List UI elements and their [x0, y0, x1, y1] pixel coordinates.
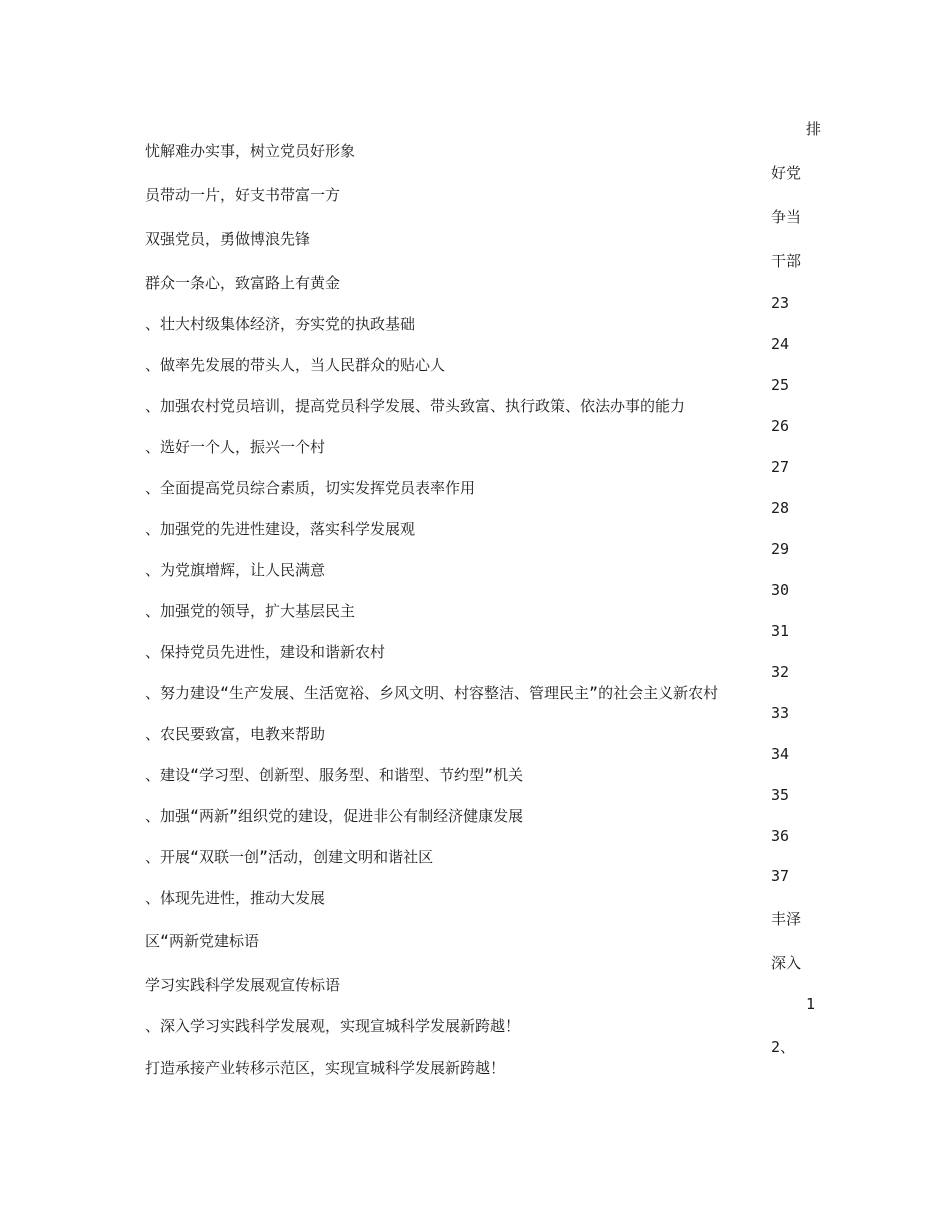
margin-mark: 丰泽: [771, 910, 802, 928]
margin-mark: 30: [771, 581, 790, 599]
text-line: 、加强“两新”组织党的建设，促进非公有制经济健康发展: [145, 807, 524, 825]
text-line: 、全面提高党员综合素质，切实发挥党员表率作用: [145, 479, 476, 497]
text-line: 、加强党的先进性建设，落实科学发展观: [145, 520, 416, 538]
text-line: 、做率先发展的带头人，当人民群众的贴心人: [145, 356, 446, 374]
margin-mark: 32: [771, 663, 790, 681]
margin-mark: 26: [771, 417, 790, 435]
text-line: 、深入学习实践科学发展观，实现宣城科学发展新跨越！: [145, 1017, 521, 1035]
margin-mark: 33: [771, 704, 790, 722]
text-line: 学习实践科学发展观宣传标语: [145, 976, 341, 994]
margin-mark: 29: [771, 540, 790, 558]
margin-mark: 36: [771, 827, 790, 845]
text-line: 员带动一片，好支书带富一方: [145, 186, 341, 204]
margin-mark: 25: [771, 376, 790, 394]
text-line: 、开展“双联一创”活动，创建文明和谐社区: [145, 848, 434, 866]
margin-mark: 2、: [771, 1038, 796, 1056]
margin-mark: 24: [771, 335, 790, 353]
margin-mark: 37: [771, 867, 790, 885]
margin-mark: 排: [806, 120, 822, 138]
text-line: 、建设“学习型、创新型、服务型、和谐型、节约型”机关: [145, 766, 524, 784]
margin-mark: 争当: [771, 208, 802, 226]
margin-mark: 好党: [771, 164, 802, 182]
text-line: 忧解难办实事，树立党员好形象: [145, 142, 356, 160]
margin-mark: 干部: [771, 252, 802, 270]
text-line: 、体现先进性，推动大发展: [145, 889, 326, 907]
margin-mark: 23: [771, 294, 790, 312]
text-line: 、壮大村级集体经济，夯实党的执政基础: [145, 315, 416, 333]
text-line: 打造承接产业转移示范区，实现宣城科学发展新跨越！: [145, 1059, 506, 1077]
margin-mark: 28: [771, 499, 790, 517]
margin-mark: 34: [771, 745, 790, 763]
text-line: 、选好一个人，振兴一个村: [145, 438, 326, 456]
text-line: 、保持党员先进性，建设和谐新农村: [145, 643, 386, 661]
margin-mark: 27: [771, 458, 790, 476]
text-line: 、加强农村党员培训，提高党员科学发展、带头致富、执行政策、依法办事的能力: [145, 397, 686, 415]
text-line: 区“两新党建标语: [145, 932, 260, 950]
text-line: 双强党员，勇做博浪先锋: [145, 230, 311, 248]
margin-mark: 35: [771, 786, 790, 804]
text-line: 、努力建设“生产发展、生活宽裕、乡风文明、村容整洁、管理民主”的社会主义新农村: [145, 684, 719, 702]
margin-mark: 1: [806, 995, 816, 1013]
text-line: 、加强党的领导，扩大基层民主: [145, 602, 356, 620]
text-line: 、为党旗增辉，让人民满意: [145, 561, 326, 579]
text-line: 、农民要致富，电教来帮助: [145, 725, 326, 743]
margin-mark: 31: [771, 622, 790, 640]
margin-mark: 深入: [771, 954, 802, 972]
text-line: 群众一条心，致富路上有黄金: [145, 274, 341, 292]
